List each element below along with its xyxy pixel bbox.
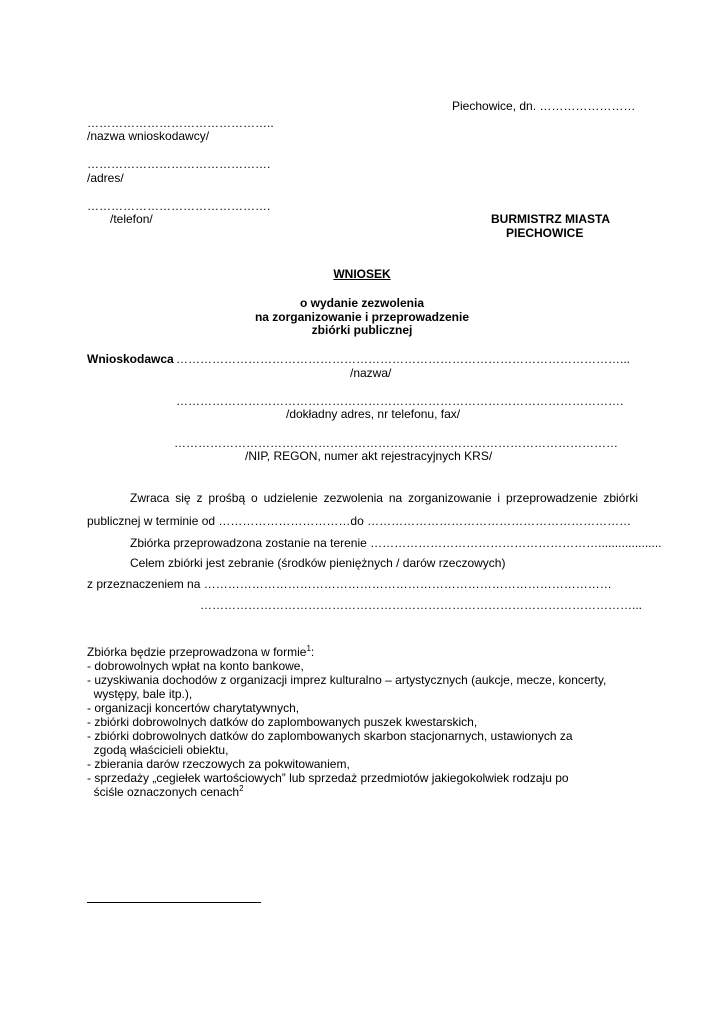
form-item-5: - zbiórki dobrowolnych datków do zaplombowanych skarbon stacjonarnych, ustawionych za (87, 729, 573, 743)
form-item-7-cont: ściśle oznaczonych cenach$^2$ (87, 784, 244, 799)
forms-intro: Zbiórka będzie przeprowadzona w formie$^1$: (87, 644, 315, 659)
applicant-name-dots: ……………………………………….. (87, 116, 274, 130)
footnote-separator (87, 902, 261, 903)
title-line3: zbiórki publicznej (311, 323, 413, 337)
applicant-address-caption: /dokładny adres, nr telefonu, fax/ (286, 407, 461, 421)
title-line2: na zorganizowanie i przeprowadzenie (254, 310, 470, 324)
address-label: /adres/ (87, 171, 124, 185)
request-line6: ………………………………………………………………………………………………... (200, 598, 643, 612)
form-item-7: - sprzedaży „cegiełek wartościowych” lub sprzedaż przedmiotów jakiegokolwiek rodzaju po (87, 771, 569, 785)
applicant-nip-caption: /NIP, REGON, numer akt rejestracyjnych KRS/ (245, 449, 493, 463)
address-dots: ………………………………………. (87, 157, 271, 171)
applicant-nip-field: ………………………………………………………………………………………………… (174, 436, 618, 450)
phone-label: /telefon/ (110, 212, 153, 226)
form-item-4: - zbiórki dobrowolnych datków do zaplombowanych puszek kwestarskich, (87, 715, 478, 729)
form-item-1: - dobrowolnych wpłat na konto bankowe, (87, 659, 304, 673)
form-item-6: - zbierania darów rzeczowych za pokwitowaniem, (87, 757, 350, 771)
form-item-2-cont: występy, bale itp.), (87, 687, 193, 701)
footnote-ref-1: 1 (306, 644, 311, 653)
phone-dots: ………………………………………. (87, 199, 271, 213)
place-date: Piechowice, dn. …………………… (452, 99, 636, 113)
form-item-3: - organizacji koncertów charytatywnych, (87, 701, 300, 715)
request-line3: Zbiórka przeprowadzona zostanie na terenie …………………………………………………................... (130, 536, 662, 550)
footnote-ref-2: 2 (239, 784, 244, 793)
request-line2: publicznej w terminie od ……………………………do ………………………………………………………… (87, 514, 632, 528)
applicant-label: Wnioskodawca (87, 352, 174, 366)
applicant-address-field: …………………………………………………………………………………………………. (176, 394, 624, 408)
applicant-name-field: …………………………………………………………………………………………………... (176, 352, 631, 366)
applicant-name-caption: /nazwa/ (350, 366, 392, 380)
applicant-name-label: /nazwa wnioskodawcy/ (87, 129, 210, 143)
form-item-2: - uzyskiwania dochodów z organizacji imprez kulturalno – artystycznych (aukcje, mecze, koncerty, (87, 673, 607, 687)
document-title: WNIOSEK (333, 267, 391, 281)
request-line4: Celem zbiórki jest zebranie (środków pieniężnych / darów rzeczowych) (130, 556, 506, 570)
request-line5: z przeznaczeniem na ………………………………………………………………………………………… (87, 577, 612, 591)
recipient-line2: PIECHOWICE (506, 226, 584, 240)
request-line1: Zwraca się z prośbą o udzielenie zezwolenia na zorganizowanie i przeprowadzenie zbiórki (130, 491, 638, 505)
form-item-5-cont: zgodą właścicieli obiektu, (87, 743, 229, 757)
recipient-line1: BURMISTRZ MIASTA (491, 212, 611, 226)
title-line1: o wydanie zezwolenia (299, 296, 425, 310)
